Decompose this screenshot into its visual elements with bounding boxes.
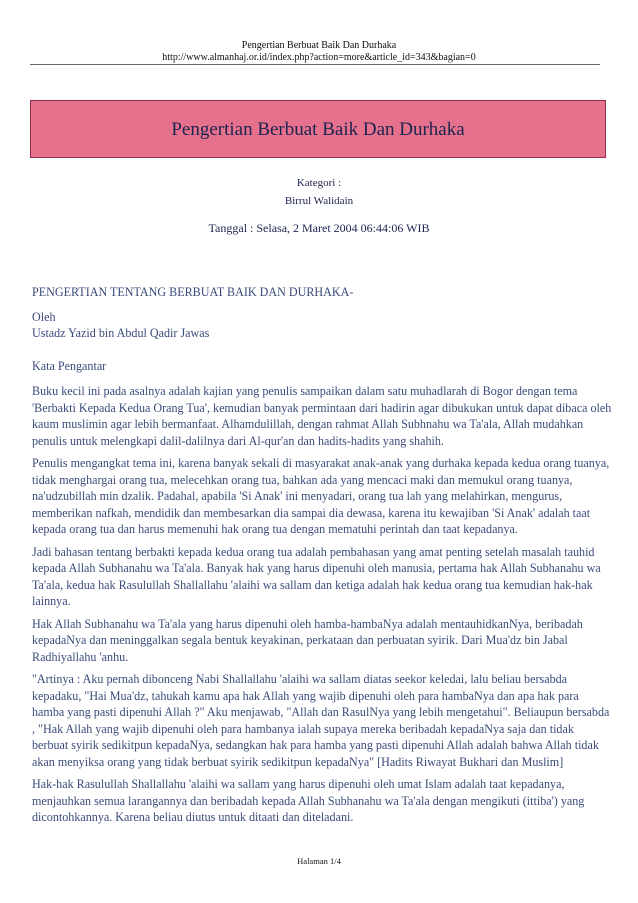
paragraph-6: Hak-hak Rasulullah Shallallahu 'alaihi wa sallam yang harus dipenuhi oleh umat Islam adalah taat kepadanya, menjauhkan semua larangannya dan beribadah kepada Allah Subhanahu wa Ta'ala dengan mengikuti (ittiba') yang dicontohkannya. Karena beliau diutus untuk ditaati dan diteladani. — [32, 777, 585, 824]
article-heading: PENGERTIAN TENTANG BERBUAT BAIK DAN DURHAKA- — [32, 285, 354, 299]
hadith-quote: "Artinya : Aku pernah dibonceng Nabi Shallallahu 'alaihi wa sallam diatas seekor keledai, lalu beliau bersabda kepadaku, "Hai Mua'dz, tahukah kamu apa hak Allah yang wajib dipenuhi oleh para hambaNya dan apa hak para hamba yang pasti dipenuhi Allah ?" Aku menjawab, "Allah dan RasulNya yang lebih mengetahui". Beliaupun bersabda , "Hak Allah yang wajib dipenuhi oleh para hambanya ialah supaya mereka beribadah kepadaNya saja dan tidak berbuat syirik sedikitpun kepadaNya, sedangkan hak para hamba yang pasti dipenuhi Allah adalah bahwa Allah tidak akan menyiksa orang yang tidak berbuat syirik sedikitpun kepadaNya" [Hadits Riwayat Bukhari dan Muslim] — [32, 672, 610, 769]
page-number: Halaman 1/4 — [297, 856, 341, 866]
category-label: Kategori : — [296, 177, 342, 189]
paragraph-2: Penulis mengangkat tema ini, karena banyak sekali di masyarakat anak-anak yang durhaka kepada kedua orang tuanya, tidak menghargai orang tua, melecehkan orang tua, bahkan ada yang mencaci maki dan memukul orang tuanya, na'udzubillah min dzalik. Padahal, apabila 'Si Anak' ini menyadari, orang tua lah yang melahirkan, mengurus, memberikan nafkah, mendidik dan membesarkan dia sampai dia dewasa, karena itu kewajiban 'Si Anak' adalah taat kepada orang tua dan harus memenuhi hak orang tua dengan mematuhi perintah dan taat kepadanya. — [32, 456, 610, 536]
print-header-url: http://www.almanhaj.or.id/index.php?action=more&article_id=343&bagian=0 — [162, 52, 476, 63]
category-value: Birrul Walidain — [284, 195, 354, 207]
article-date: Tanggal : Selasa, 2 Maret 2004 06:44:06 WIB — [208, 221, 430, 235]
author-prefix: Oleh — [32, 309, 56, 324]
article-title: Pengertian Berbuat Baik Dan Durhaka — [171, 119, 465, 140]
intro-title: Kata Pengantar — [32, 358, 107, 373]
article-body — [32, 284, 612, 832]
author-block — [32, 309, 612, 342]
paragraph-1: Buku kecil ini pada asalnya adalah kajian yang penulis sampaikan dalam satu muhadlarah di Bogor dengan tema 'Berbakti Kepada Kedua Orang Tua', kemudian banyak permintaan dari hadirin agar dibukukan untuk dapat dibaca oleh kaum muslimin agar lebih bermanfaat. Alhamdulillah, dengan rahmat Allah Subhnahu wa Ta'ala, Allah mudahkan penulis untuk melengkapi dalil-dalilnya dari Al-qur'an dan hadits-hadits yang shahih. — [32, 384, 612, 448]
paragraph-4: Hak Allah Subhanahu wa Ta'ala yang harus dipenuhi oleh hamba-hambaNya adalah mentauhidkanNya, beribadah kepadaNya dan meninggalkan segala bentuk keyakinan, perkataan dan perbuatan syirik. Dari Mua'dz bin Jabal Radhiyallahu 'anhu. — [32, 616, 583, 664]
paragraph-3: Jadi bahasan tentang berbakti kepada kedua orang tua adalah pembahasan yang amat penting setelah masalah tauhid kepada Allah Subhanahu wa Ta'ala. Banyak hak yang harus dipenuhi oleh manusia, pertama hak Allah Subhanahu wa Ta'ala, kedua hak Rasulullah Shallallahu 'alaihi wa sallam dan ketiga adalah hak kedua orang tua kemudian hak-hak lainnya. — [32, 544, 601, 608]
print-header-title: Pengertian Berbuat Baik Dan Durhaka — [241, 40, 397, 51]
author-name: Ustadz Yazid bin Abdul Qadir Jawas — [32, 326, 210, 340]
header-divider — [30, 64, 600, 65]
